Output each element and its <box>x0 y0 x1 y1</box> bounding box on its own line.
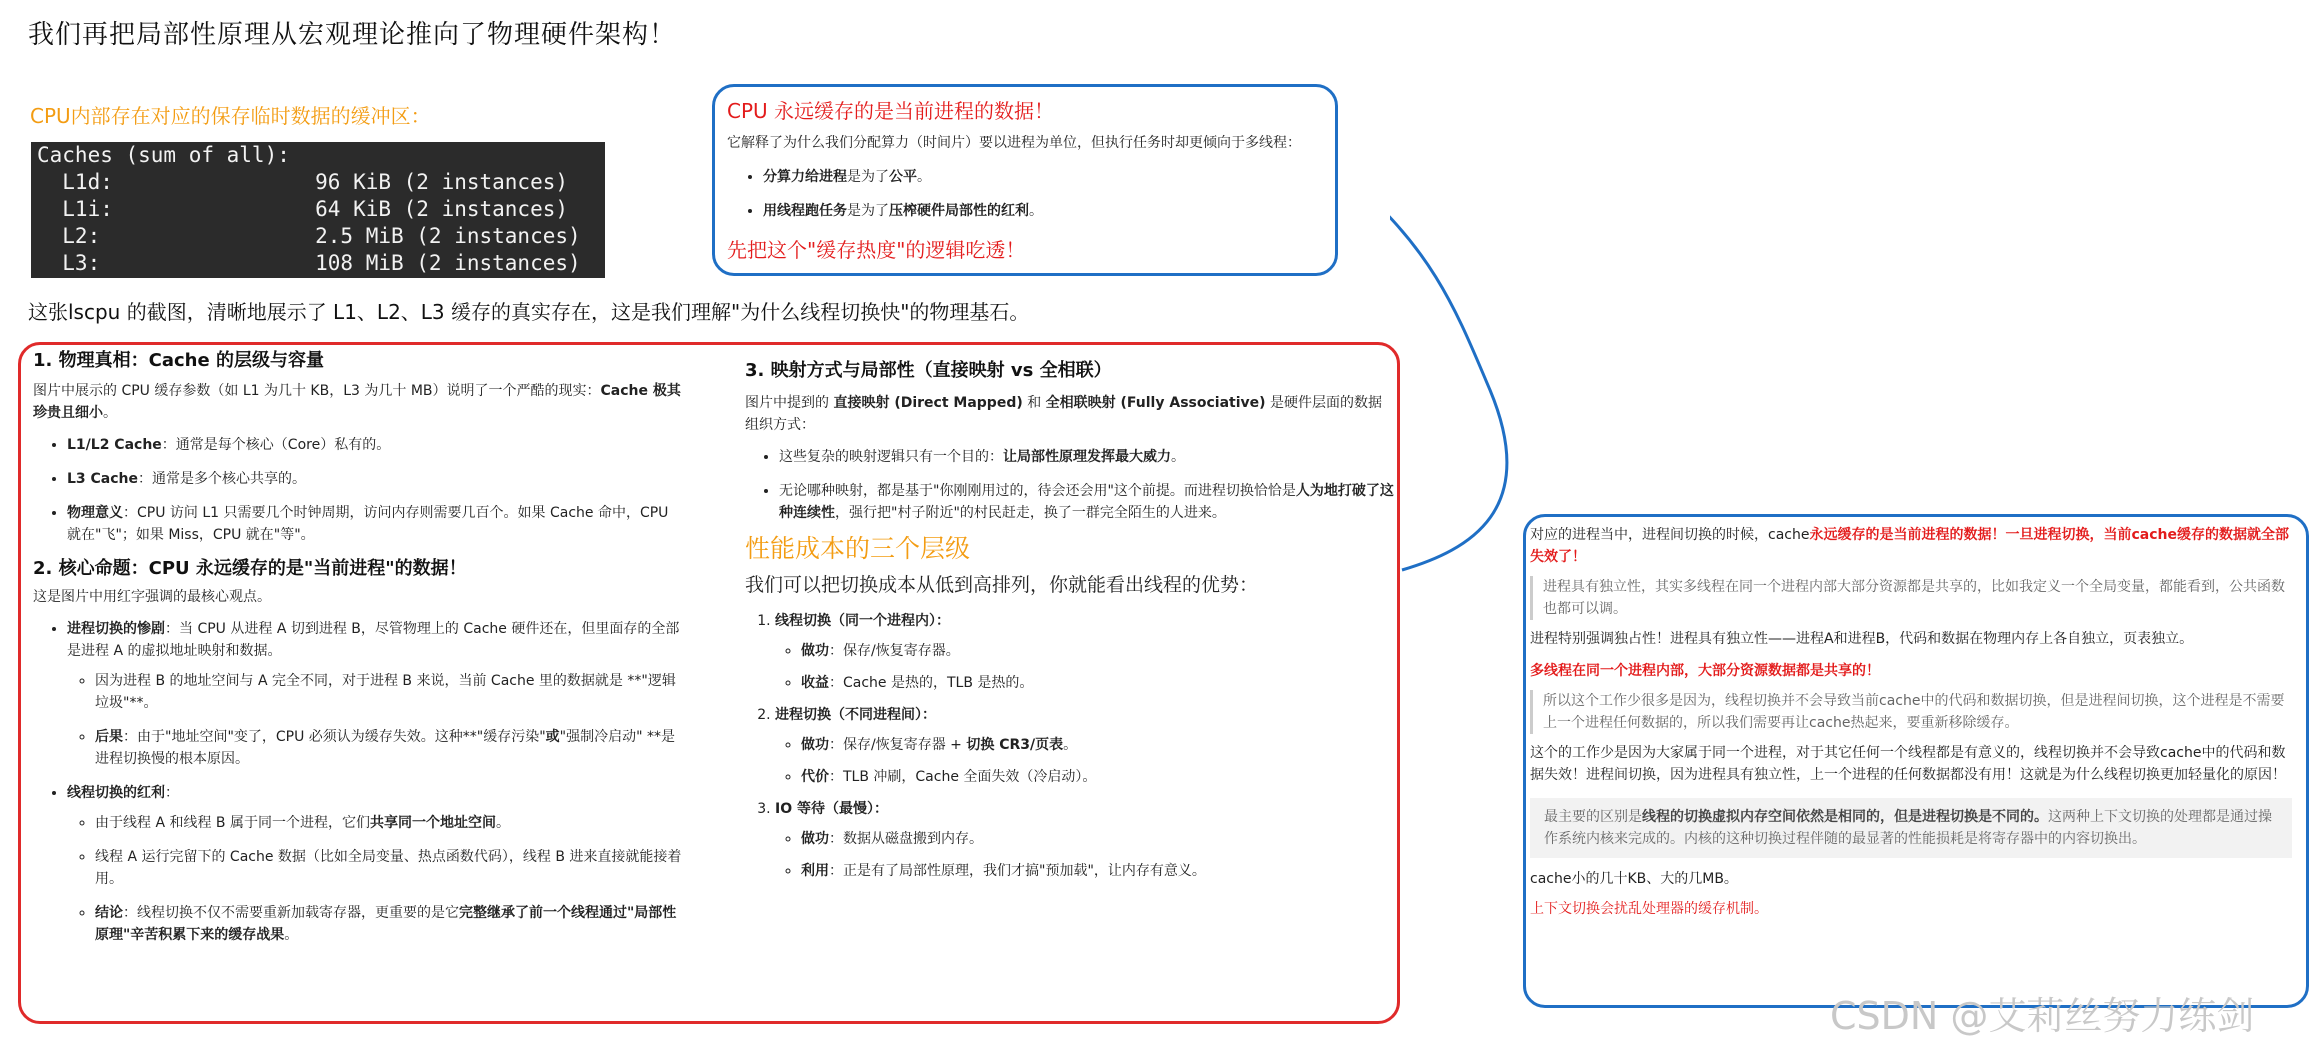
perf-level: 3. IO 等待（最慢）： ◦ 做功：数据从磁盘搬到内存。 ◦ 利用：正是有了局部性原理，我们才搞"预加载"，让内存有意义。 <box>775 798 1395 882</box>
list-item: ◦ 做功：保存/恢复寄存器 + 切换 CR3/页表。 <box>801 734 1395 756</box>
note-p4: 这个的工作少是因为大家属于同一个进程，对于其它任何一个线程都是有意义的，线程切换并不会导致cache中的代码和数据失效！进程间切换，因为进程具有独立性，上一个进程的任何数据都没有用！这就是为什么线程切换更加轻量化的原因！ <box>1530 745 2286 783</box>
list-item: • 这些复杂的映射逻辑只有一个目的：让局部性原理发挥最大威力。 <box>779 446 1395 468</box>
top-summary-box <box>712 84 1338 276</box>
list-item: • 物理意义：CPU 访问 L1 只需要几个时钟周期，访问内存则需要几百个。如果 Cache 命中，CPU 就在"飞"；如果 Miss，CPU 就在"等"。 <box>67 502 683 546</box>
terminal-row-l2: L2: 2.5 MiB (2 instances) <box>37 224 581 248</box>
terminal-row-l3: L3: 108 MiB (2 instances) <box>37 251 581 275</box>
list-item: • L3 Cache：通常是多个核心共享的。 <box>67 468 683 490</box>
list-item: ◦ 利用：正是有了局部性原理，我们才搞"预加载"，让内存有意义。 <box>801 860 1395 882</box>
list-item: • L1/L2 Cache：通常是每个核心（Core）私有的。 <box>67 434 683 456</box>
top-box-list <box>727 166 1323 222</box>
note-quote-2: 所以这个工作少很多是因为，线程切换并不会导致当前cache中的代码和数据切换，但是进程间切换，这个进程是不需要上一个进程任何数据的，所以我们需要再让cache热起来，要重新移除缓存。 <box>1530 690 2292 734</box>
left-column <box>33 350 683 958</box>
perf-level: 2. 进程切换（不同进程间）： ◦ 做功：保存/恢复寄存器 + 切换 CR3/页表。 ◦ 代价：TLB 冲刷，Cache 全面失效（冷启动）。 <box>775 704 1395 788</box>
list-item: • 线程切换的红利： ◦ 由于线程 A 和线程 B 属于同一个进程，它们共享同一个地址空间。 ◦ 线程 A 运行完留下的 Cache 数据（比如全局变量、热点函数代码），线程 B 进来直接就能接着用。 ◦ 结论：线程切换不仅不需要重新加载寄存器，更重要的是它完整继承了前一个线程通过"局部性原理"辛苦积累下来的缓存战果。 <box>67 782 683 946</box>
list-item: ◦ 做功：保存/恢复寄存器。 <box>801 640 1395 662</box>
note-quote-1: 进程具有独立性，其实多线程在同一个进程内部大部分资源都是共享的，比如我定义一个全局变量，都能看到，公共函数也都可以调。 <box>1530 576 2292 620</box>
terminal-header: Caches (sum of all): <box>37 143 290 167</box>
section-3-list <box>745 446 1395 524</box>
note-p6: 上下文切换会扰乱处理器的缓存机制。 <box>1530 901 1768 917</box>
section-1-para: 图片中展示的 CPU 缓存参数（如 L1 为几十 KB，L3 为几十 MB）说明了一个严酷的现实：Cache 极其珍贵且细小。 <box>33 383 681 421</box>
perf-intro: 我们可以把切换成本从低到高排列，你就能看出线程的优势： <box>745 574 1259 596</box>
list-item: • 用线程跑任务是为了压榨硬件局部性的红利。 <box>763 200 1323 222</box>
cpu-cache-note: CPU内部存在对应的保存临时数据的缓冲区： <box>30 104 431 128</box>
section-3-para: 图片中提到的 直接映射 (Direct Mapped) 和 全相联映射 (Fully Associative) 是硬件层面的数据组织方式： <box>745 395 1382 433</box>
note-p2: 进程特别强调独占性！进程具有独立性——进程A和进程B，代码和数据在物理内存上各自独立，页表独立。 <box>1530 631 2194 647</box>
screenshot-caption: 这张lscpu 的截图，清晰地展示了 L1、L2、L3 缓存的真实存在，这是我们理解"为什么线程切换快"的物理基石。 <box>28 300 1030 324</box>
list-item: • 无论哪种映射，都是基于"你刚刚用过的，待会还会用"这个前提。而进程切换恰恰是人为地打破了这种连续性，强行把"村子附近"的村民赶走，换了一群完全陌生的人进来。 <box>779 480 1395 524</box>
top-box-footer: 先把这个"缓存热度"的逻辑吃透！ <box>727 238 1026 262</box>
list-item: • 进程切换的惨剧：当 CPU 从进程 A 切到进程 B，尽管物理上的 Cache 硬件还在，但里面存的全部是进程 A 的虚拟地址映射和数据。 ◦ 因为进程 B 的地址空间与 A 完全不同，对于进程 B 来说，当前 Cache 里的数据就是 **"逻辑垃圾"**。 ◦ 后果：由于"地址空间"变了，CPU 必须认为缓存失效。这种**"缓存污染"或"强制冷启动" **是进程切换慢的根本原因。 <box>67 618 683 770</box>
terminal-row-l1i: L1i: 64 KiB (2 instances) <box>37 197 569 221</box>
notes-content <box>1530 524 2292 920</box>
terminal-row-l1d: L1d: 96 KiB (2 instances) <box>37 170 569 194</box>
note-p1: 对应的进程当中，进程间切换的时候，cache永远缓存的是当前进程的数据！一旦进程切换，当前cache缓存的数据就全部失效了！ <box>1530 527 2289 565</box>
lscpu-screenshot <box>31 142 605 278</box>
list-item: ◦ 后果：由于"地址空间"变了，CPU 必须认为缓存失效。这种**"缓存污染"或"强制冷启动" **是进程切换慢的根本原因。 <box>95 726 683 770</box>
section-2-heading: 2. 核心命题：CPU 永远缓存的是"当前进程"的数据！ <box>33 558 467 579</box>
list-item: ◦ 因为进程 B 的地址空间与 A 完全不同，对于进程 B 来说，当前 Cache 里的数据就是 **"逻辑垃圾"**。 <box>95 670 683 714</box>
note-gray-block: 最主要的区别是线程的切换虚拟内存空间依然是相同的，但是进程切换是不同的。这两种上下文切换的处理都是通过操作系统内核来完成的。内核的这种切换过程伴随的最显著的性能损耗是将寄存器中的内容切换出。 <box>1530 798 2292 858</box>
list-item: ◦ 做功：数据从磁盘搬到内存。 <box>801 828 1395 850</box>
list-item: • 分算力给进程是为了公平。 <box>763 166 1323 188</box>
connector-arrow-icon <box>1390 170 1530 580</box>
section-1-heading: 1. 物理真相：Cache 的层级与容量 <box>33 350 324 371</box>
perf-levels-list <box>745 610 1395 882</box>
section-2-list <box>33 618 683 946</box>
list-item: ◦ 结论：线程切换不仅不需要重新加载寄存器，更重要的是它完整继承了前一个线程通过"局部性原理"辛苦积累下来的缓存战果。 <box>95 902 683 946</box>
section-1-list <box>33 434 683 546</box>
section-2-para: 这是图片中用红字强调的最核心观点。 <box>33 589 271 605</box>
perf-heading: 性能成本的三个层级 <box>745 534 971 563</box>
page-title: 我们再把局部性原理从宏观理论推向了物理硬件架构！ <box>28 20 677 50</box>
top-box-heading: CPU 永远缓存的是当前进程的数据！ <box>727 99 1055 123</box>
perf-level: 1. 线程切换（同一个进程内）： ◦ 做功：保存/恢复寄存器。 ◦ 收益：Cache 是热的，TLB 是热的。 <box>775 610 1395 694</box>
section-3-heading: 3. 映射方式与局部性（直接映射 vs 全相联） <box>745 360 1112 381</box>
note-p3: 多线程在同一个进程内部，大部分资源数据都是共享的！ <box>1530 663 1880 679</box>
list-item: ◦ 代价：TLB 冲刷，Cache 全面失效（冷启动）。 <box>801 766 1395 788</box>
note-p5: cache小的几十KB、大的几MB。 <box>1530 871 1738 887</box>
top-box-intro: 它解释了为什么我们分配算力（时间片）要以进程为单位，但执行任务时却更倾向于多线程： <box>727 135 1301 151</box>
watermark: CSDN @艾莉丝努力练剑 <box>1830 994 2255 1038</box>
list-item: ◦ 收益：Cache 是热的，TLB 是热的。 <box>801 672 1395 694</box>
list-item: ◦ 由于线程 A 和线程 B 属于同一个进程，它们共享同一个地址空间。 <box>95 812 683 834</box>
list-item: ◦ 线程 A 运行完留下的 Cache 数据（比如全局变量、热点函数代码），线程 B 进来直接就能接着用。 <box>95 846 683 890</box>
middle-column <box>745 360 1395 892</box>
